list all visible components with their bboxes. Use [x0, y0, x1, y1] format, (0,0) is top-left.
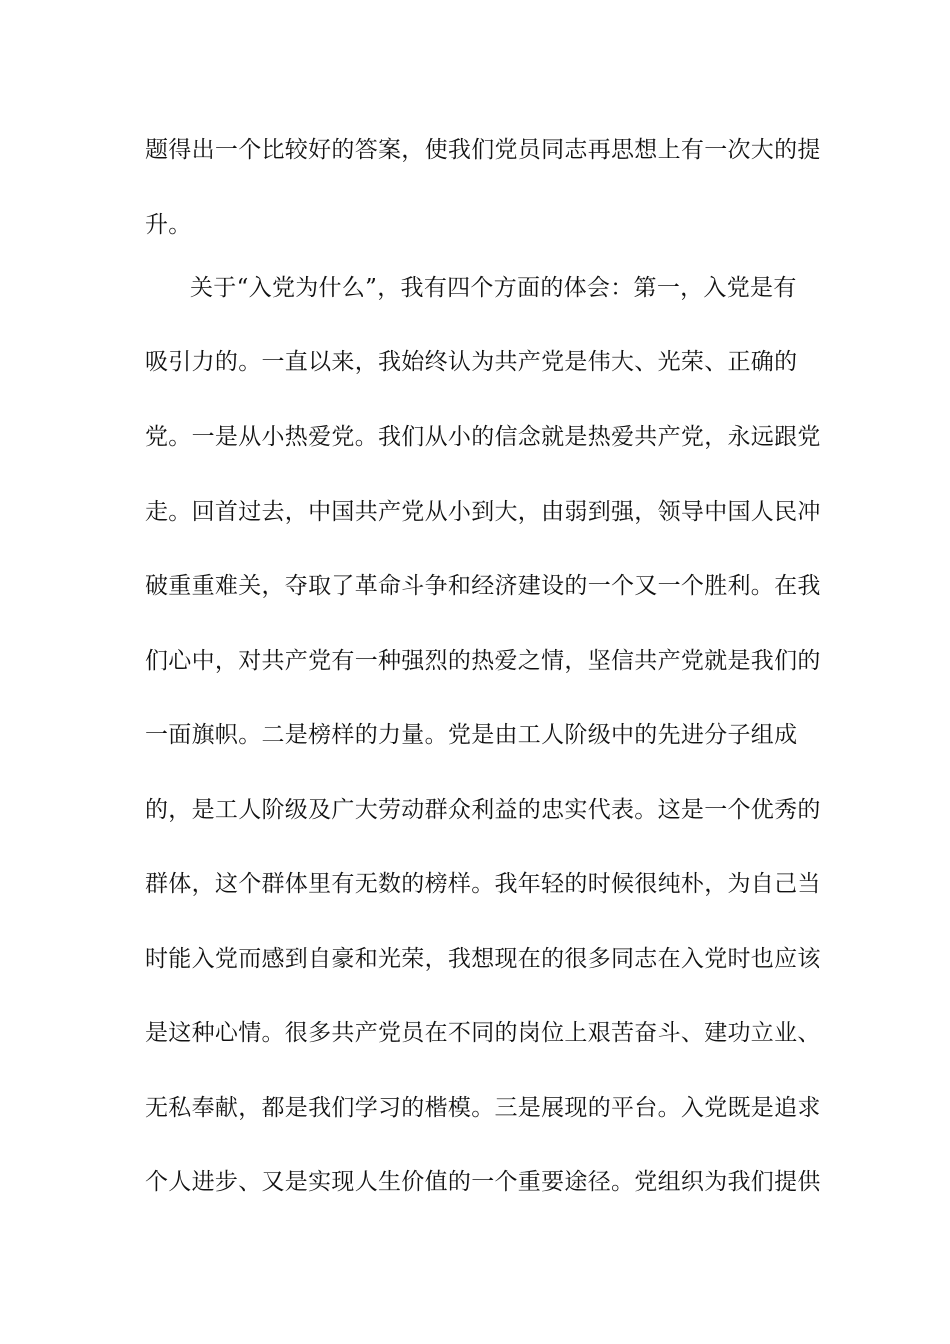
text-line-4: 吸引力的。一直以来，我始终认为共产党是伟大、光荣、正确的 [145, 349, 798, 375]
text-line-10: 的，是工人阶级及广大劳动群众利益的忠实代表。这是一个优秀的 [145, 797, 821, 823]
text-line-12: 时能入党而感到自豪和光荣，我想现在的很多同志在入党时也应该 [145, 946, 821, 972]
text-line-7: 破重重难关，夺取了革命斗争和经济建设的一个又一个胜利。在我 [145, 573, 821, 599]
text-line-13: 是这种心情。很多共产党员在不同的岗位上艰苦奋斗、建功立业、 [145, 1020, 821, 1046]
text-line-11: 群体，这个群体里有无数的榜样。我年轻的时候很纯朴，为自己当 [145, 871, 821, 897]
text-line-6: 走。回首过去，中国共产党从小到大，由弱到强，领导中国人民冲 [145, 499, 821, 525]
text-line-2: 升。 [145, 212, 192, 238]
text-line-1: 题得出一个比较好的答案，使我们党员同志再思想上有一次大的提 [145, 137, 821, 163]
text-line-3: 关于“入党为什么”，我有四个方面的体会：第一，入党是有 [190, 275, 797, 301]
text-line-8: 们心中，对共产党有一种强烈的热爱之情，坚信共产党就是我们的 [145, 648, 821, 674]
text-line-9: 一面旗帜。二是榜样的力量。党是由工人阶级中的先进分子组成 [145, 722, 798, 748]
text-line-14: 无私奉献，都是我们学习的楷模。三是展现的平台。入党既是追求 [145, 1095, 821, 1121]
text-line-5: 党。一是从小热爱党。我们从小的信念就是热爱共产党，永远跟党 [145, 424, 821, 450]
text-line-15: 个人进步、又是实现人生价值的一个重要途径。党组织为我们提供 [145, 1169, 821, 1195]
